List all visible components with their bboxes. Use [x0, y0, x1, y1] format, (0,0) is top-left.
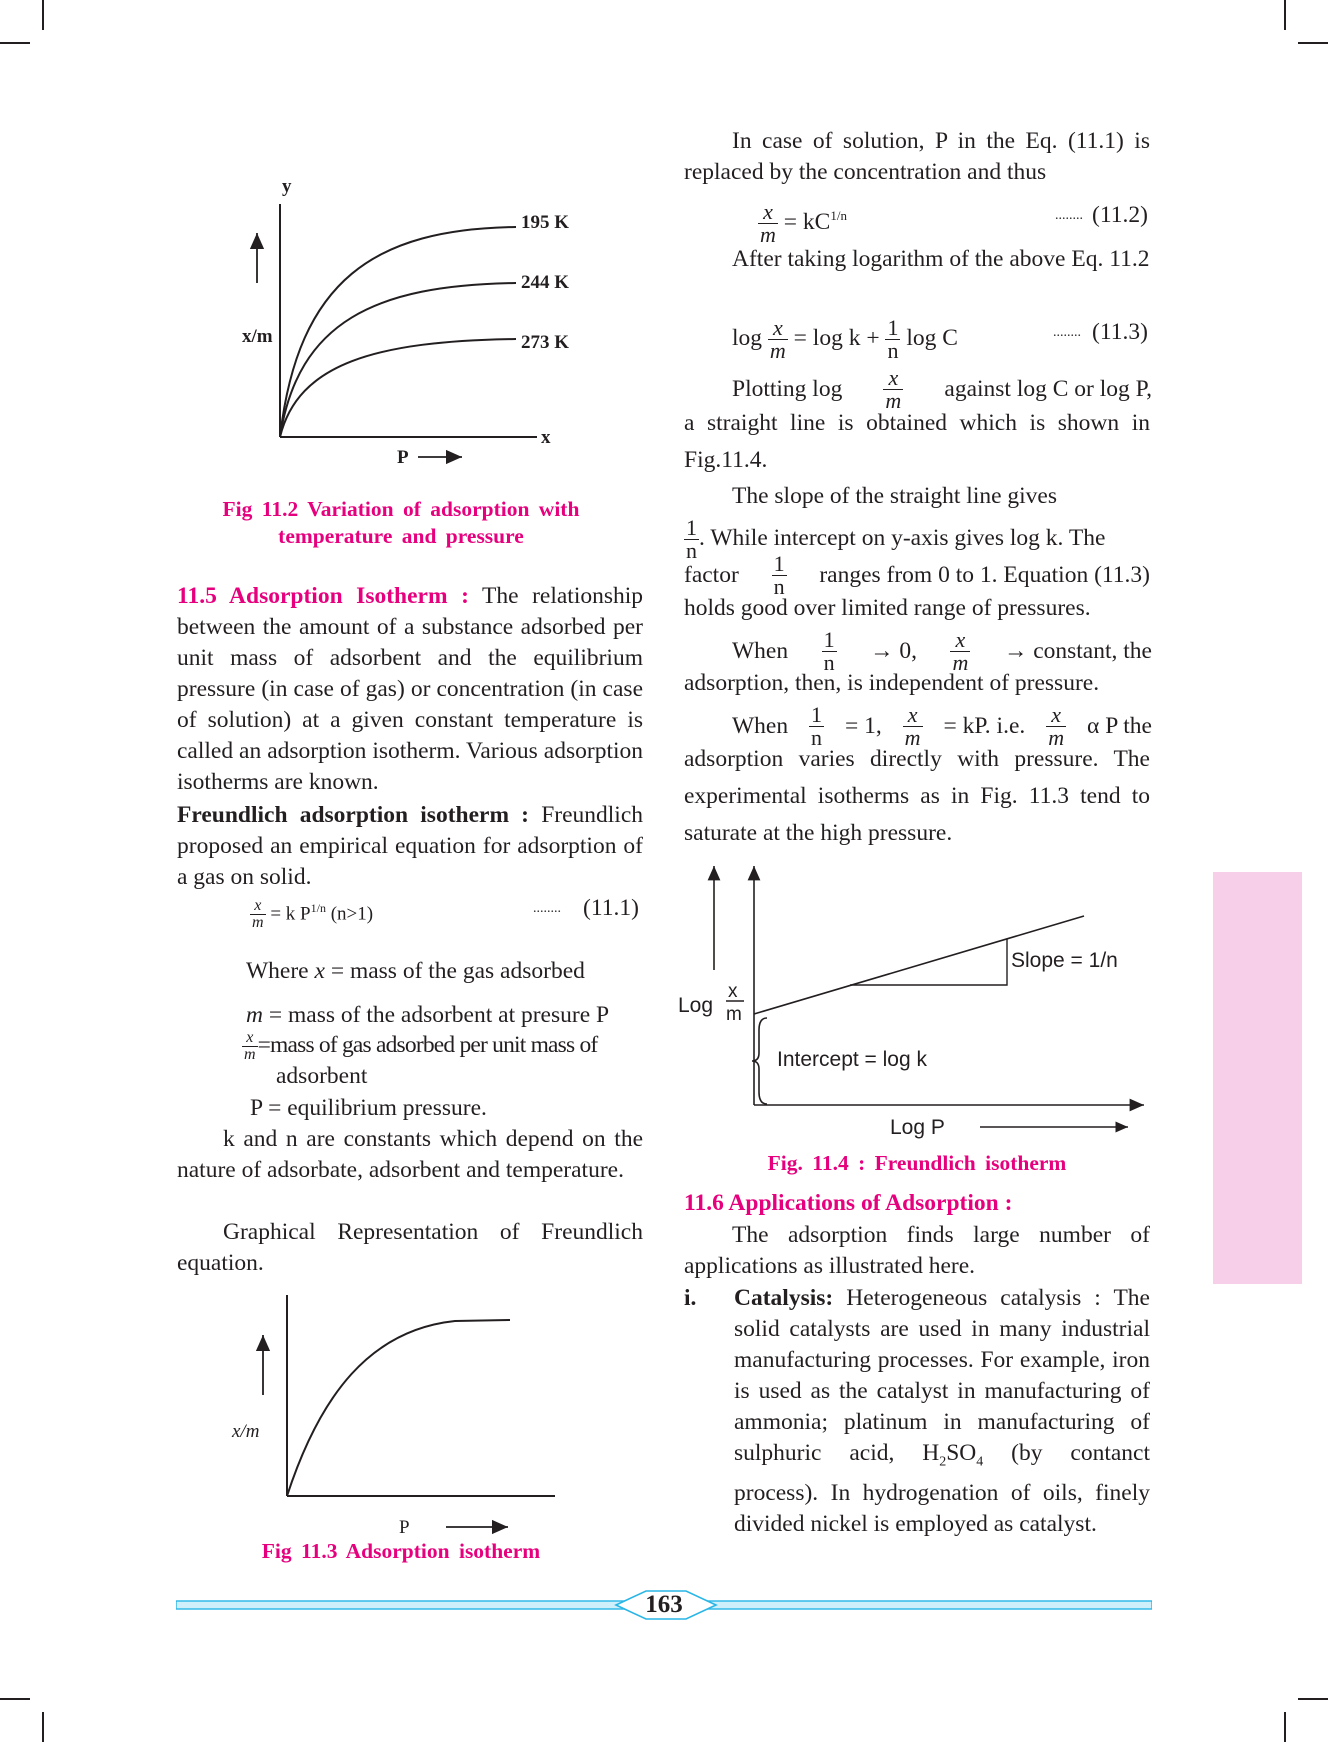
equation-11-1: [250, 893, 373, 931]
fig-11-2-chart: [230, 170, 590, 470]
fraction-x-m: $\frac{x}{m}$: [1048, 702, 1065, 750]
crop-mark: [0, 42, 30, 44]
fraction-x-m: $\frac{x}{m}$: [769, 315, 786, 363]
crop-mark: [0, 1698, 30, 1700]
intercept-label: Intercept = log k: [777, 1048, 928, 1071]
page-number: 163: [645, 1591, 683, 1618]
list-marker: i.: [684, 1285, 697, 1311]
where-xm: $\frac{x}{m}$ =mass of gas adsorbed per unit mass of: [244, 1029, 598, 1064]
fig-11-4-chart: [672, 860, 1152, 1150]
eq-rhs: = k P: [270, 903, 311, 925]
fraction-1-n: $\frac{1}{n}$: [686, 515, 697, 563]
eq-condition: (n>1): [330, 903, 374, 925]
catalysis-item: Catalysis: Heterogeneous catalysis : The solid catalysts are used in many industrial manufacturing processes. For example, iron is used as the catalyst in manufacturing of ammonia; platinum in manufacturing of sulphuric acid, $H_2SO_4$ (by contanct process). In hydrogenation of oils, finely divided nickel is employed as catalyst.: [734, 1285, 1150, 1537]
experimental-paragraph: adsorption varies directly with pressure. The experimental isotherms as in Fig. 11.3 tend to saturate at the high pressure.: [684, 746, 1150, 846]
eq-dots: ........: [1053, 325, 1081, 340]
eq-label: (11.1): [583, 895, 639, 921]
y-axis-label-log: Log: [678, 994, 714, 1017]
fraction-1-n: $\frac{1}{n}$: [823, 627, 835, 675]
isotherm-curve: [287, 1320, 510, 1496]
crop-mark: [1298, 42, 1328, 44]
fraction-x-m: $\frac{x}{m}$: [252, 897, 264, 932]
crop-mark: [1284, 0, 1286, 30]
freundlich-text: Freundlich proposed an empirical equation for adsorption of a gas on solid.: [177, 802, 644, 890]
side-tab: [1213, 872, 1302, 1284]
p-label: P: [397, 447, 409, 468]
freundlich-heading: Freundlich adsorption isotherm :: [177, 802, 530, 828]
freundlich-paragraph: [177, 800, 643, 893]
crop-mark: [42, 1712, 44, 1742]
isotherm-curve-244k: [280, 283, 516, 437]
crop-mark: [42, 0, 44, 30]
isotherm-curve-273k: [280, 339, 516, 437]
crop-mark: [1284, 1712, 1286, 1742]
where-p: P = equilibrium pressure.: [250, 1095, 487, 1121]
slope-line-4: holds good over limited range of pressures.: [684, 595, 1091, 621]
caption-line: Fig 11.2 Variation of adsorption with: [222, 497, 580, 521]
x-axis-label: Log P: [890, 1116, 945, 1139]
constants-paragraph: k and n are constants which depend on the nature of adsorbate, adsorbent and temperature.: [177, 1126, 643, 1183]
caption-line: temperature and pressure: [278, 524, 524, 548]
where-x: Where x = mass of the gas adsorbed: [246, 958, 585, 984]
curve-label-273k: 273 K: [521, 332, 570, 353]
intro-text: The relationship between the amount of a substance adsorbed per unit mass of adsorbent and the equilibrium pressure (in case of gas) or concentration (in case of solution) at a given constant temperature is called an adsorption isotherm. Various adsorption isotherms are known.: [177, 583, 644, 795]
y-axis-label: x/m: [232, 1421, 260, 1442]
where-m: m = mass of the adsorbent at presure P: [246, 1002, 610, 1028]
fraction-1-n: $\frac{1}{n}$: [773, 551, 785, 599]
fraction-x-m: $\frac{x}{m}$: [244, 1029, 256, 1064]
ratio-label: x/m: [242, 326, 273, 347]
slope-line-1: The slope of the straight line gives: [732, 483, 1058, 509]
plotting-line: Plotting log $\frac{x}{m}$ against log C or log P,: [732, 365, 1152, 413]
applications-intro: The adsorption finds large number of applications as illustrated here.: [684, 1222, 1150, 1279]
fraction-1-n: $\frac{1}{n}$: [887, 315, 899, 363]
eq-label: (11.3): [1092, 319, 1148, 345]
fraction-x-m: $\frac{x}{m}$: [952, 627, 969, 675]
curve-label-195k: 195 K: [521, 212, 570, 233]
y-axis-label-x: x: [728, 981, 738, 1002]
y-axis-label-m: m: [726, 1004, 742, 1025]
eq-dots: ........: [533, 901, 561, 916]
isotherm-curves: [280, 227, 516, 437]
eq-exponent: 1/n: [310, 901, 326, 915]
x-axis-label: x: [541, 427, 551, 448]
slope-line-2: $\frac{1}{n}$ . While intercept on y-axis gives log k. The: [686, 515, 1106, 563]
fraction-x-m: $\frac{x}{m}$: [760, 198, 776, 247]
section-11-6-heading: 11.6 Applications of Adsorption :: [684, 1190, 1013, 1216]
fraction-1-n: $\frac{1}{n}$: [811, 702, 823, 750]
slope-line-3: factor $\frac{1}{n}$ ranges from 0 to 1. Equation (11.3): [684, 551, 1150, 599]
when-line-3: When $\frac{1}{n}$ = 1, $\frac{x}{m}$ = kP. i.e. $\frac{x}{m}$ α P the: [732, 702, 1152, 750]
fig-11-3-chart: [230, 1285, 570, 1545]
fig-11-4-caption: Fig. 11.4 : Freundlich isotherm: [767, 1151, 1067, 1175]
eq-dots: ........: [1055, 208, 1083, 223]
equation-11-2: $\frac{x}{m}$ = $kC^{1/n}$: [760, 198, 847, 247]
equation-11-3: log $\frac{x}{m}$ = log k + $\frac{1}{n}$ log C: [732, 315, 958, 363]
fig-11-2-caption: [176, 496, 626, 550]
when-line-1: When $\frac{1}{n}$ → 0, $\frac{x}{m}$ → constant, the: [732, 627, 1152, 675]
solution-paragraph: In case of solution, P in the Eq. (11.1) is replaced by the concentration and thus: [684, 128, 1150, 185]
plotting-continued: a straight line is obtained which is shown in Fig.11.4.: [684, 410, 1150, 473]
isotherm-curve-195k: [280, 227, 516, 437]
logarithm-paragraph: After taking logarithm of the above Eq. 11.2: [732, 246, 1150, 272]
slope-label: Slope = 1/n: [1011, 949, 1118, 972]
section-11-5: [177, 581, 643, 798]
fig-11-3-caption: Fig 11.3 Adsorption isotherm: [261, 1539, 541, 1563]
crop-mark: [1298, 1698, 1328, 1700]
section-heading: 11.5 Adsorption Isotherm :: [177, 583, 469, 609]
when-line-2: adsorption, then, is independent of pressure.: [684, 670, 1100, 696]
eq-label: (11.2): [1092, 202, 1148, 228]
fraction-x-m: $\frac{x}{m}$: [904, 702, 921, 750]
where-xm-continued: adsorbent: [276, 1063, 368, 1089]
graphical-paragraph: Graphical Representation of Freundlich equation.: [177, 1219, 643, 1276]
x-axis-label: P: [399, 1517, 410, 1538]
fraction-x-m: $\frac{x}{m}$: [885, 365, 902, 413]
curve-label-244k: 244 K: [521, 272, 570, 293]
y-axis-label: y: [282, 176, 292, 197]
